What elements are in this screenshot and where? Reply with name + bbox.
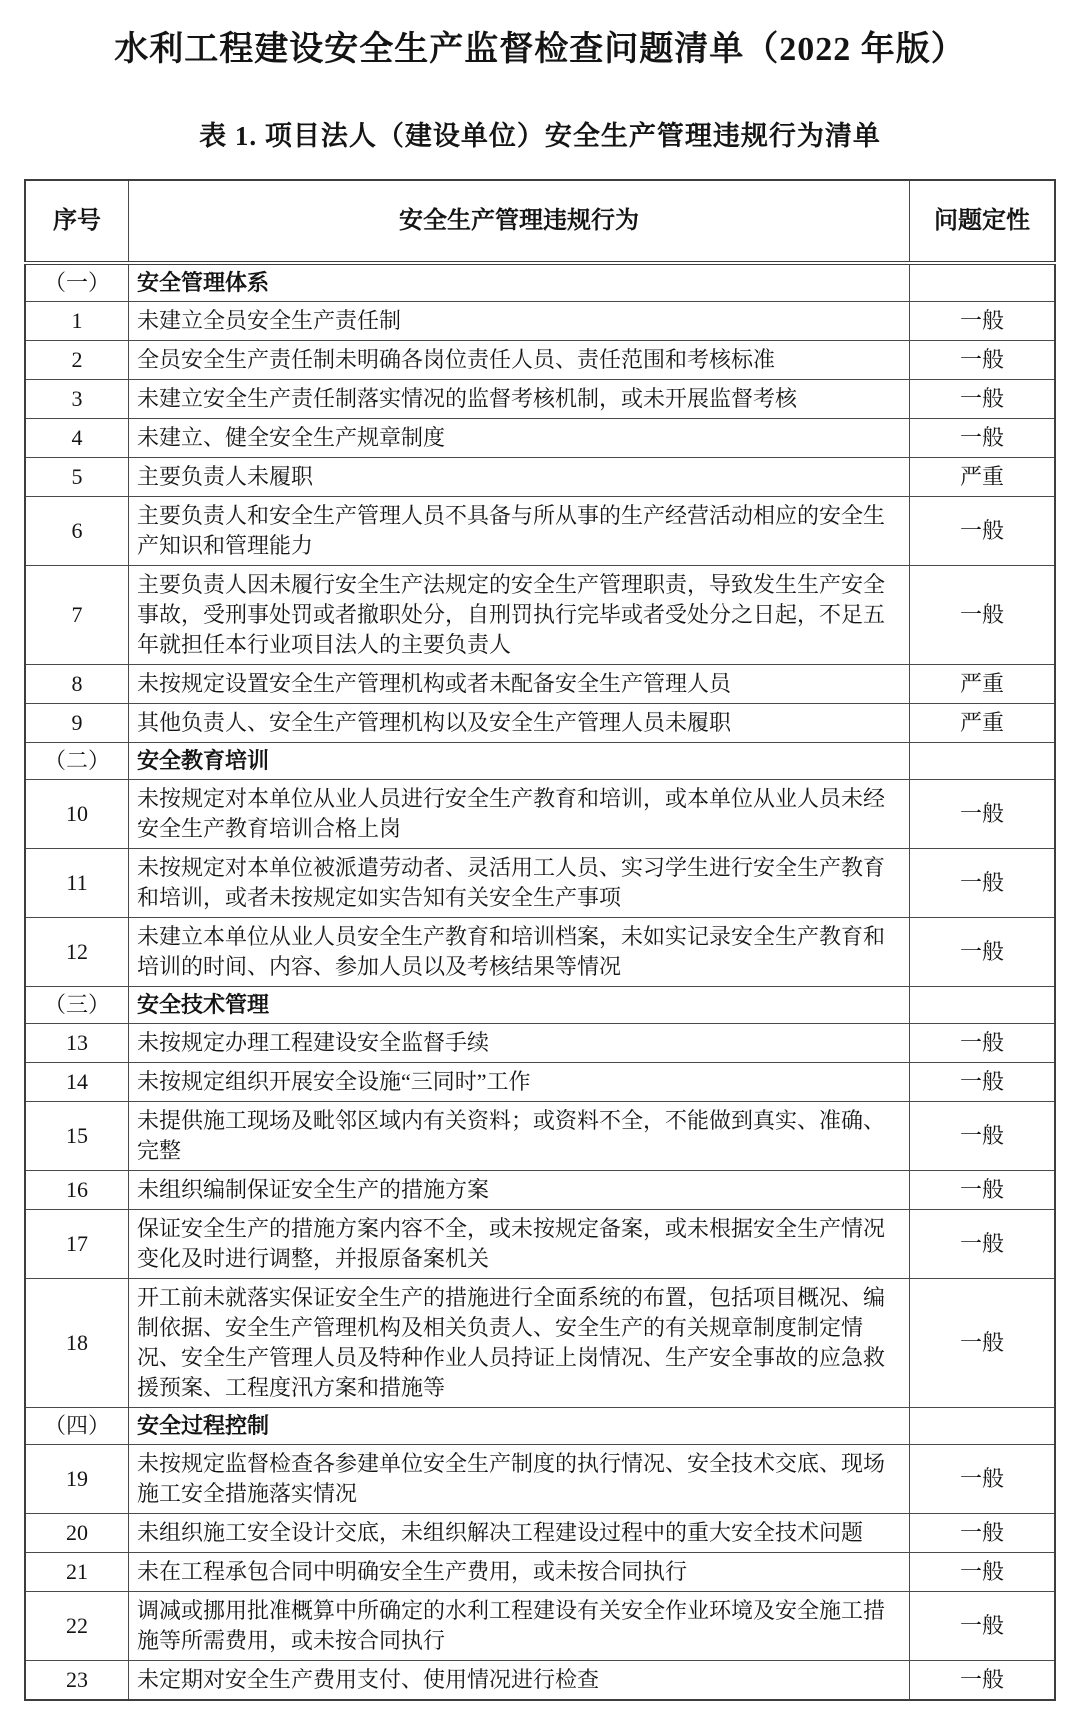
header-row	[25, 180, 1055, 263]
problem-classification-cell: 一般	[910, 1171, 1056, 1210]
violation-behavior-cell: 未按规定设置安全生产管理机构或者未配备安全生产管理人员	[129, 665, 910, 704]
serial-number-cell: 10	[25, 780, 129, 849]
violation-behavior-cell: 全员安全生产责任制未明确各岗位责任人员、责任范围和考核标准	[129, 341, 910, 380]
serial-number-cell: 3	[25, 380, 129, 419]
violation-behavior-cell: 未按规定对本单位从业人员进行安全生产教育和培训，或本单位从业人员未经安全生产教育培训合格上岗	[129, 780, 910, 849]
table-row	[25, 341, 1055, 380]
serial-number-cell: 14	[25, 1063, 129, 1102]
table-row	[25, 566, 1055, 665]
serial-number-cell: 18	[25, 1279, 129, 1408]
table-row	[25, 419, 1055, 458]
violation-behavior-cell: 未按规定对本单位被派遣劳动者、灵活用工人员、实习学生进行安全生产教育和培训，或者未按规定如实告知有关安全生产事项	[129, 849, 910, 918]
violation-behavior-cell: 安全教育培训	[129, 743, 910, 780]
problem-classification-cell: 一般	[910, 497, 1056, 566]
serial-number-cell: 7	[25, 566, 129, 665]
serial-number-cell: 12	[25, 918, 129, 987]
table-row	[25, 1279, 1055, 1408]
violation-behavior-cell: 未按规定办理工程建设安全监督手续	[129, 1024, 910, 1063]
serial-number-cell: 17	[25, 1210, 129, 1279]
problem-classification-cell	[910, 1408, 1056, 1445]
problem-classification-cell: 一般	[910, 1445, 1056, 1514]
serial-number-cell: 11	[25, 849, 129, 918]
serial-number-cell: （三）	[25, 987, 129, 1024]
table-header	[25, 180, 1055, 263]
table-row	[25, 1592, 1055, 1661]
table-caption: 表 1. 项目法人（建设单位）安全生产管理违规行为清单	[199, 121, 881, 152]
problem-classification-cell: 一般	[910, 341, 1056, 380]
problem-classification-cell: 一般	[910, 1553, 1056, 1592]
problem-classification-cell: 一般	[910, 1592, 1056, 1661]
problem-classification-cell: 一般	[910, 566, 1056, 665]
problem-classification-cell: 一般	[910, 302, 1056, 341]
violation-behavior-cell: 开工前未就落实保证安全生产的措施进行全面系统的布置，包括项目概况、编制依据、安全生产管理机构及相关负责人、安全生产的有关规章制度制定情况、安全生产管理人员及特种作业人员持证上岗情况、生产安全事故的应急救援预案、工程度汛方案和措施等	[129, 1279, 910, 1408]
problem-classification-cell: 一般	[910, 419, 1056, 458]
table-row	[25, 1514, 1055, 1553]
section-row	[25, 263, 1055, 302]
serial-number-cell: 6	[25, 497, 129, 566]
table-row	[25, 918, 1055, 987]
violation-behavior-cell: 未建立全员安全生产责任制	[129, 302, 910, 341]
table-row	[25, 1661, 1055, 1701]
table-row	[25, 1171, 1055, 1210]
problem-classification-cell: 严重	[910, 458, 1056, 497]
section-row	[25, 987, 1055, 1024]
violation-behavior-cell: 未组织编制保证安全生产的措施方案	[129, 1171, 910, 1210]
violation-behavior-cell: 主要负责人未履职	[129, 458, 910, 497]
violation-table	[24, 179, 1056, 1701]
problem-classification-cell: 一般	[910, 1063, 1056, 1102]
problem-classification-cell	[910, 987, 1056, 1024]
problem-classification-cell: 一般	[910, 1514, 1056, 1553]
problem-classification-cell: 一般	[910, 1279, 1056, 1408]
section-row	[25, 1408, 1055, 1445]
header-serial-number: 序号	[25, 180, 129, 263]
problem-classification-cell: 严重	[910, 704, 1056, 743]
section-row	[25, 743, 1055, 780]
violation-behavior-cell: 未在工程承包合同中明确安全生产费用，或未按合同执行	[129, 1553, 910, 1592]
serial-number-cell: 22	[25, 1592, 129, 1661]
violation-behavior-cell: 未按规定监督检查各参建单位安全生产制度的执行情况、安全技术交底、现场施工安全措施落实情况	[129, 1445, 910, 1514]
serial-number-cell: （四）	[25, 1408, 129, 1445]
problem-classification-cell: 一般	[910, 849, 1056, 918]
serial-number-cell: 13	[25, 1024, 129, 1063]
table-row	[25, 1445, 1055, 1514]
problem-classification-cell: 一般	[910, 380, 1056, 419]
violation-behavior-cell: 未建立本单位从业人员安全生产教育和培训档案，未如实记录安全生产教育和培训的时间、内容、参加人员以及考核结果等情况	[129, 918, 910, 987]
serial-number-cell: 21	[25, 1553, 129, 1592]
problem-classification-cell: 一般	[910, 918, 1056, 987]
serial-number-cell: 9	[25, 704, 129, 743]
table-row	[25, 1024, 1055, 1063]
serial-number-cell: 23	[25, 1661, 129, 1701]
header-violation-behavior: 安全生产管理违规行为	[129, 180, 910, 263]
serial-number-cell: （一）	[25, 263, 129, 302]
table-row	[25, 497, 1055, 566]
header-problem-classification: 问题定性	[910, 180, 1056, 263]
serial-number-cell: 16	[25, 1171, 129, 1210]
problem-classification-cell	[910, 743, 1056, 780]
violation-behavior-cell: 未建立安全生产责任制落实情况的监督考核机制，或未开展监督考核	[129, 380, 910, 419]
table-row	[25, 780, 1055, 849]
violation-behavior-cell: 调减或挪用批准概算中所确定的水利工程建设有关安全作业环境及安全施工措施等所需费用，或未按合同执行	[129, 1592, 910, 1661]
serial-number-cell: 20	[25, 1514, 129, 1553]
problem-classification-cell: 一般	[910, 1210, 1056, 1279]
serial-number-cell: 19	[25, 1445, 129, 1514]
table-row	[25, 1210, 1055, 1279]
violation-behavior-cell: 保证安全生产的措施方案内容不全，或未按规定备案，或未根据安全生产情况变化及时进行调整，并报原备案机关	[129, 1210, 910, 1279]
problem-classification-cell: 一般	[910, 1661, 1056, 1701]
table-row	[25, 665, 1055, 704]
violation-behavior-cell: 未按规定组织开展安全设施“三同时”工作	[129, 1063, 910, 1102]
table-row	[25, 302, 1055, 341]
table-row	[25, 704, 1055, 743]
serial-number-cell: （二）	[25, 743, 129, 780]
table-row	[25, 849, 1055, 918]
serial-number-cell: 4	[25, 419, 129, 458]
problem-classification-cell: 一般	[910, 1024, 1056, 1063]
violation-behavior-cell: 安全管理体系	[129, 263, 910, 302]
serial-number-cell: 8	[25, 665, 129, 704]
serial-number-cell: 2	[25, 341, 129, 380]
violation-behavior-cell: 未提供施工现场及毗邻区域内有关资料；或资料不全，不能做到真实、准确、完整	[129, 1102, 910, 1171]
violation-behavior-cell: 主要负责人和安全生产管理人员不具备与所从事的生产经营活动相应的安全生产知识和管理能力	[129, 497, 910, 566]
violation-behavior-cell: 未建立、健全安全生产规章制度	[129, 419, 910, 458]
serial-number-cell: 15	[25, 1102, 129, 1171]
table-row	[25, 1102, 1055, 1171]
table-row	[25, 380, 1055, 419]
violation-behavior-cell: 安全过程控制	[129, 1408, 910, 1445]
violation-behavior-cell: 其他负责人、安全生产管理机构以及安全生产管理人员未履职	[129, 704, 910, 743]
table-row	[25, 1063, 1055, 1102]
problem-classification-cell	[910, 263, 1056, 302]
table-row	[25, 458, 1055, 497]
violation-behavior-cell: 主要负责人因未履行安全生产法规定的安全生产管理职责，导致发生生产安全事故，受刑事处罚或者撤职处分，自刑罚执行完毕或者受处分之日起，不足五年就担任本行业项目法人的主要负责人	[129, 566, 910, 665]
document-title: 水利工程建设安全生产监督检查问题清单（2022 年版）	[114, 31, 966, 68]
problem-classification-cell: 严重	[910, 665, 1056, 704]
violation-behavior-cell: 未组织施工安全设计交底，未组织解决工程建设过程中的重大安全技术问题	[129, 1514, 910, 1553]
problem-classification-cell: 一般	[910, 780, 1056, 849]
violation-behavior-cell: 未定期对安全生产费用支付、使用情况进行检查	[129, 1661, 910, 1701]
table-body	[25, 263, 1055, 1700]
serial-number-cell: 1	[25, 302, 129, 341]
violation-behavior-cell: 安全技术管理	[129, 987, 910, 1024]
serial-number-cell: 5	[25, 458, 129, 497]
problem-classification-cell: 一般	[910, 1102, 1056, 1171]
table-row	[25, 1553, 1055, 1592]
